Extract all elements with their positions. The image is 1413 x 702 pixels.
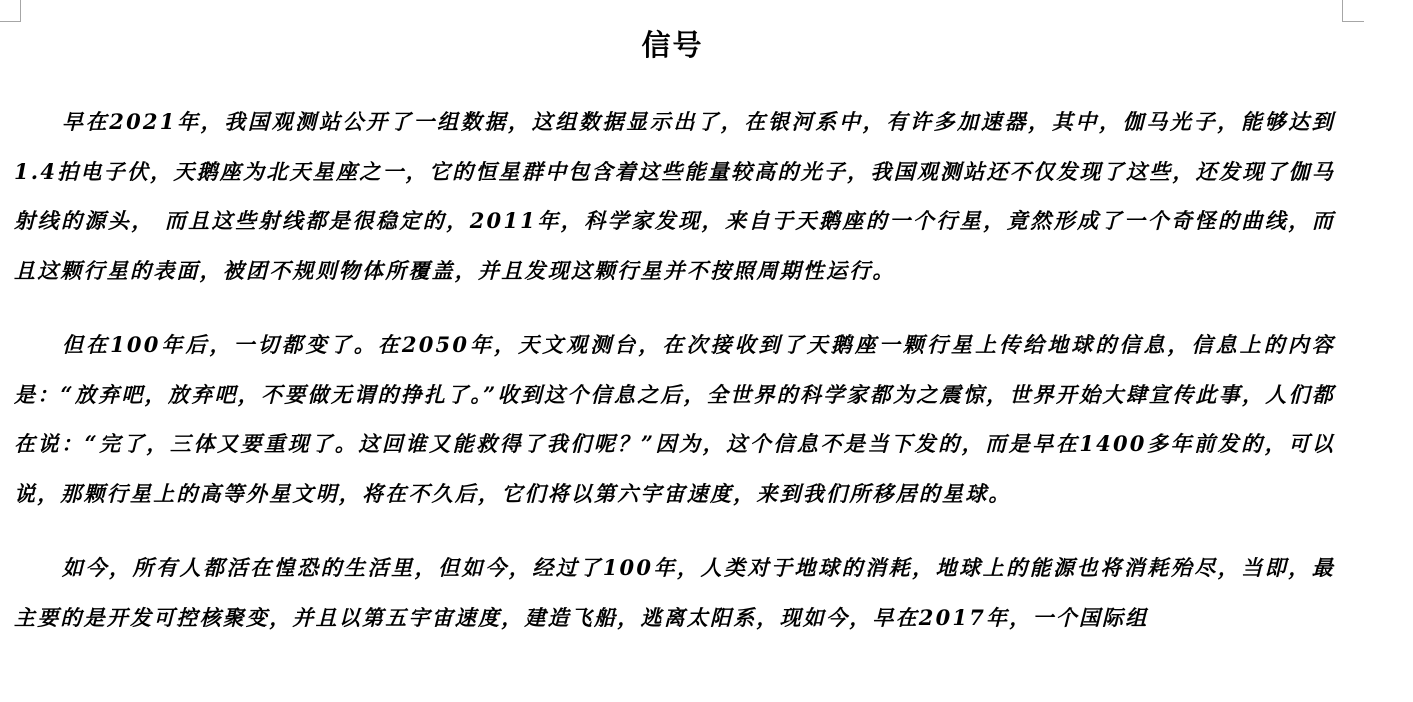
paragraph-3: 如今，所有人都活在惶恐的生活里，但如今，经过了100年，人类对于地球的消耗，地球上的能源也将消耗殆尽，当即，最主要的是开发可控核聚变，并且以第五宇宙速度，建造飞船，逃离太阳系，现如今，早在2017年，一个国际组 xyxy=(14,555,1335,630)
paragraph-2: 但在100年后，一切都变了。在2050年，天文观测台，在次接收到了天鹅座一颗行星上传给地球的信息，信息上的内容是：“放弃吧，放弃吧，不要做无谓的挣扎了。”收到这个信息之后，全世界的科学家都为之震惊，世界开始大肆宣传此事，人们都在说：“完了，三体又要重现了。这回谁又能救得了我们呢？”因为，这个信息不是当下发的，而是早在1400多年前发的，可以说，那颗行星上的高等外星文明，将在不久后，它们将以第六宇宙速度，来到我们所移居的星球。 xyxy=(14,332,1335,506)
margin-corner-mark-left xyxy=(0,0,21,22)
document-title: 信号 xyxy=(641,28,704,62)
paragraph-1: 早在2021年，我国观测站公开了一组数据，这组数据显示出了，在银河系中，有许多加速器，其中，伽马光子，能够达到1.4拍电子伏，天鹅座为北天星座之一，它的恒星群中包含着这些能量较高的光子，我国观测站还不仅发现了这些，还发现了伽马射线的源头， 而且这些射线都是很稳定的，2011年，科学家发现，来自于天鹅座的一个行星，竟然形成了一个奇怪的曲线，而且这颗行星的表面，被团不规则物体所覆盖，并且发现这颗行星并不按照周期性运行。 xyxy=(14,109,1335,283)
document-body xyxy=(14,97,1335,667)
margin-corner-mark-right xyxy=(1342,0,1364,22)
